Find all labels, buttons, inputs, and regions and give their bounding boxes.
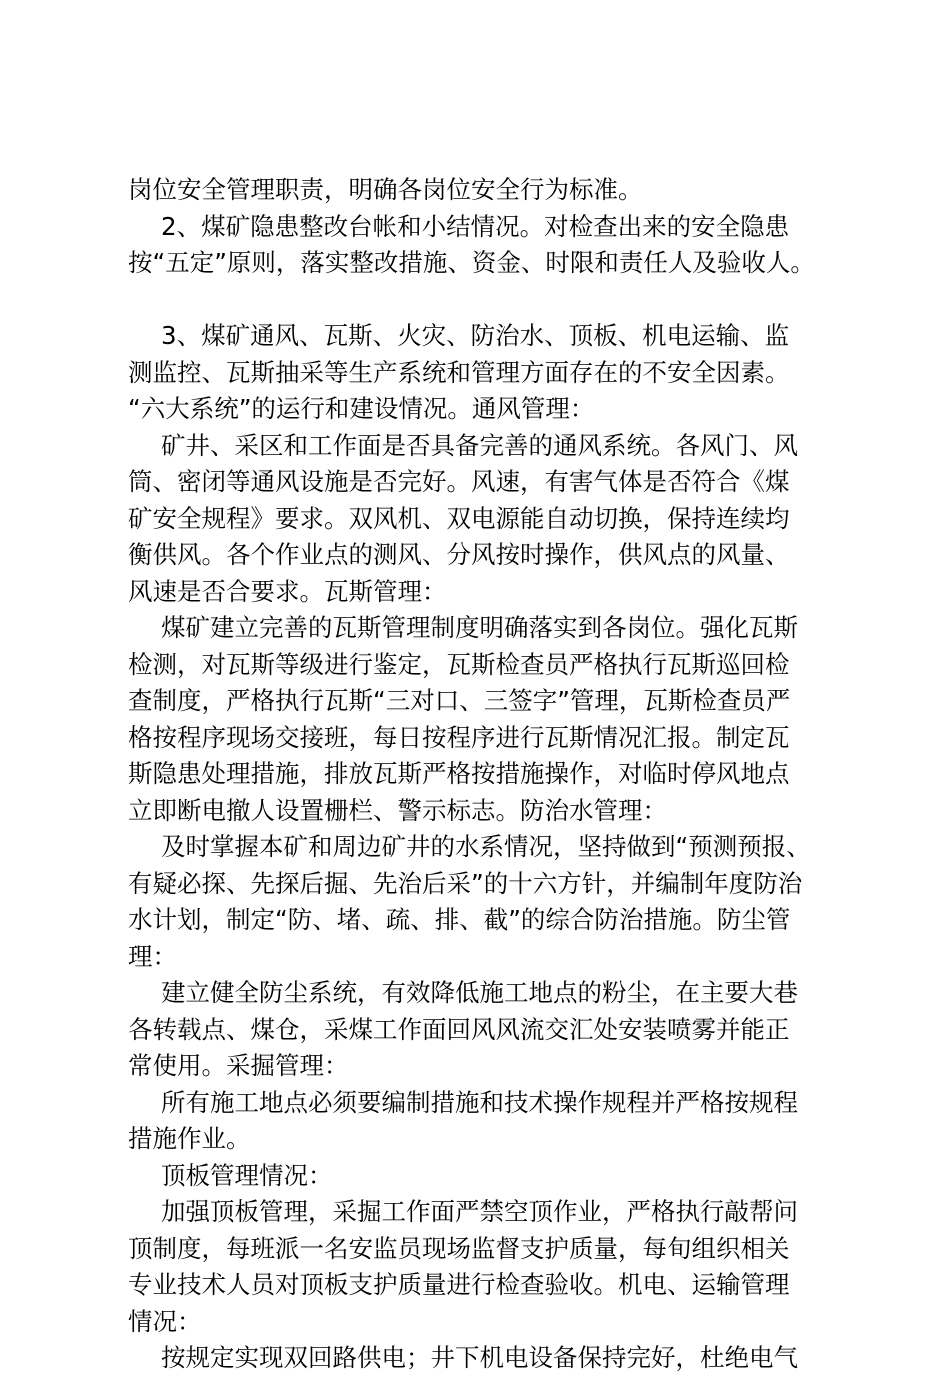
paragraph-line: 测监控、瓦斯抽采等生产系统和管理方面存在的不安全因素。 xyxy=(128,357,790,387)
paragraph-line: 情况： xyxy=(128,1306,202,1336)
paragraph-line: 煤矿建立完善的瓦斯管理制度明确落实到各岗位。强化瓦斯 xyxy=(161,613,798,642)
paragraph-line: 措施作业。 xyxy=(128,1124,251,1153)
paragraph-line: 常使用。采掘管理： xyxy=(128,1051,349,1080)
paragraph-line: 风速是否合要求。瓦斯管理： xyxy=(128,576,447,606)
paragraph-line: 筒、密闭等通风设施是否完好。风速，有害气体是否符合《煤 xyxy=(128,467,790,496)
document-body xyxy=(128,172,828,1377)
paragraph-line: 按“五定”原则，落实整改措施、资金、时限和责任人及验收人。 xyxy=(128,248,815,277)
paragraph-line: 矿井、采区和工作面是否具备完善的通风系统。各风门、风 xyxy=(161,430,798,460)
paragraph-line: 检测，对瓦斯等级进行鉴定，瓦斯检查员严格执行瓦斯巡回检 xyxy=(128,649,790,679)
paragraph-line: “六大系统”的运行和建设情况。通风管理： xyxy=(128,394,595,423)
paragraph-line: 格按程序现场交接班，每日按程序进行瓦斯情况汇报。制定瓦 xyxy=(128,722,790,752)
paragraph-line: 专业技术人员对顶板支护质量进行检查验收。机电、运输管理 xyxy=(128,1270,790,1299)
paragraph-line: 立即断电撤人设置栅栏、警示标志。防治水管理： xyxy=(128,795,667,825)
paragraph-line: 有疑必探、先探后掘、先治后采”的十六方针，并编制年度防治 xyxy=(128,868,803,898)
paragraph-line: 建立健全防尘系统，有效降低施工地点的粉尘，在主要大巷 xyxy=(161,978,798,1007)
paragraph-line: 查制度，严格执行瓦斯“三对口、三签字”管理，瓦斯检查员严 xyxy=(128,686,791,715)
paragraph-line: 所有施工地点必须要编制措施和技术操作规程并严格按规程 xyxy=(161,1087,798,1117)
paragraph-line: 各转载点、煤仓，采煤工作面回风风流交汇处安装喷雾并能正 xyxy=(128,1014,790,1044)
paragraph-line: 2、煤矿隐患整改台帐和小结情况。对检查出来的安全隐患 xyxy=(161,211,790,241)
paragraph-line: 岗位安全管理职责，明确各岗位安全行为标准。 xyxy=(128,175,643,204)
paragraph-line: 按规定实现双回路供电；井下机电设备保持完好，杜绝电气 xyxy=(161,1343,798,1372)
paragraph-line: 顶板管理情况： xyxy=(161,1160,333,1190)
paragraph-line: 衡供风。各个作业点的测风、分风按时操作，供风点的风量、 xyxy=(128,540,790,569)
paragraph-line: 斯隐患处理措施，排放瓦斯严格按措施操作，对临时停风地点 xyxy=(128,759,790,788)
paragraph-line: 3、煤矿通风、瓦斯、火灾、防治水、顶板、机电运输、监 xyxy=(161,321,790,350)
paragraph-line: 加强顶板管理，采掘工作面严禁空顶作业，严格执行敲帮问 xyxy=(161,1197,798,1226)
paragraph-line: 理： xyxy=(128,941,177,971)
paragraph-line: 及时掌握本矿和周边矿井的水系情况，坚持做到“预测预报、 xyxy=(161,832,811,861)
blank-line xyxy=(128,282,828,319)
paragraph-line: 水计划，制定“防、堵、疏、排、截”的综合防治措施。防尘管 xyxy=(128,905,791,934)
paragraph-line: 矿安全规程》要求。双风机、双电源能自动切换，保持连续均 xyxy=(128,503,790,533)
paragraph-line: 顶制度，每班派一名安监员现场监督支护质量，每旬组织相关 xyxy=(128,1233,790,1263)
